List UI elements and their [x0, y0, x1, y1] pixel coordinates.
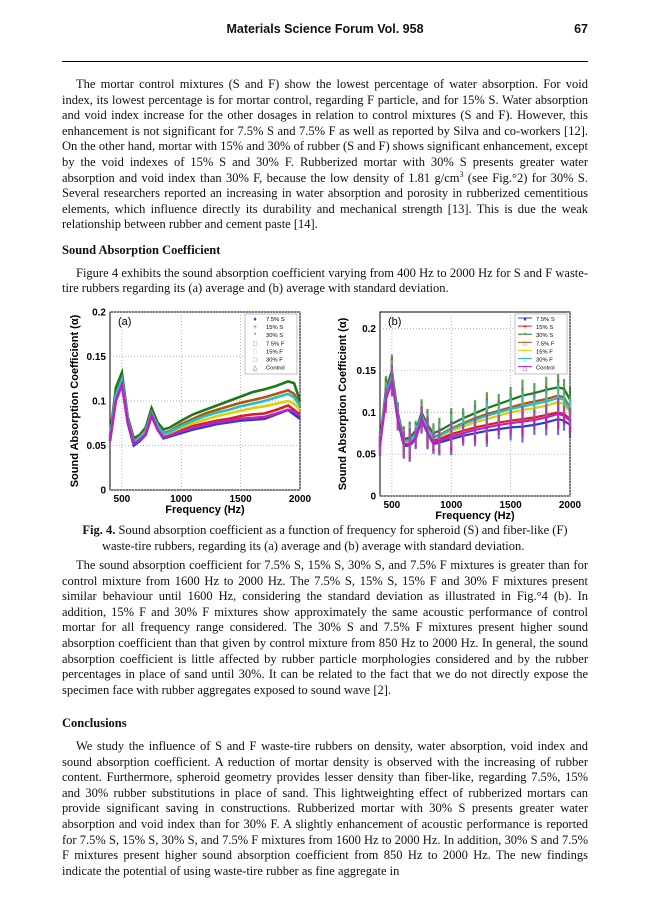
caption-line1: Sound absorption coefficient as a function of frequency for spheroid (S) and fiber-like (F): [115, 523, 568, 537]
x-tick-label: 1500: [499, 500, 522, 511]
legend-entry: 30% S: [536, 333, 554, 340]
y-tick-label: 0.1: [92, 396, 106, 408]
legend-entry: Control: [266, 365, 285, 372]
paragraph-conclusions: We study the influence of S and F waste-tire rubbers on density, water absorption, void index and sound absorption coefficient. A reduction of mortar density is observed with the increasing of rubber content. Furthermore, spheroid geometry provides lesser density than fiber-like, regarding 7.5%, 15% and 30% rubber substitutions in place of sand. This lightweighting effect of rubberized mortars can provide significant saving in constructions. Rubberized mortar with 30% S presents greater water absorption and void index than for 30% F. A slightly enhancement of acoustic performance is reported for 7.5% S, 15% S, 30% S, and 7.5% F mixtures from 1600 Hz to 2000 Hz. In addition, 30% S and 7.5% F mixtures present higher sound absorption coefficient from 850 Hz to 2000 Hz. The new findings indicate the potential of using waste-tire rubber as fine aggregate in: [62, 738, 588, 878]
y-tick-label: 0: [370, 491, 376, 503]
chart-panel-a: [69, 308, 312, 517]
figure-4-svg: [62, 300, 588, 522]
legend-entry: Control: [536, 365, 555, 372]
figure-4: [62, 300, 588, 522]
legend-entry: 30% F: [536, 357, 553, 364]
legend-entry: 15% F: [266, 349, 283, 356]
panel-label: (b): [388, 316, 402, 328]
legend-entry: 15% F: [536, 349, 553, 356]
y-tick-label: 0.2: [362, 324, 376, 336]
paragraph-figure-intro: Figure 4 exhibits the sound absorption coefficient varying from 400 Hz to 2000 Hz for S and F waste-tire rubbers regarding its (a) average and (b) average with standard deviation.: [62, 265, 588, 296]
page-number: 67: [574, 22, 588, 36]
legend-marker: □: [253, 340, 257, 348]
y-tick-label: 0.1: [362, 407, 376, 419]
y-tick-label: 0.15: [86, 352, 106, 363]
legend-marker: △: [522, 364, 528, 372]
legend-marker: *: [523, 332, 527, 340]
x-tick-label: 1000: [440, 500, 463, 511]
legend-marker: □: [523, 348, 527, 356]
legend-marker: *: [253, 332, 257, 340]
caption-label: Fig. 4.: [82, 523, 116, 537]
legend-entry: 7.5% F: [266, 341, 285, 348]
legend-entry: 15% S: [266, 325, 284, 332]
legend-entry: 15% S: [536, 325, 554, 332]
legend-entry: 7.5% S: [266, 317, 285, 323]
y-axis-label: Sound Absorption Coefficient (α): [69, 314, 81, 488]
legend-marker: □: [523, 340, 527, 348]
bottom-text-block: [62, 558, 588, 879]
legend-marker: ♦: [253, 316, 257, 323]
paragraph1-superscript: 3: [459, 169, 464, 179]
legend-entry: 30% S: [266, 333, 284, 340]
y-tick-label: 0.15: [356, 366, 376, 378]
chart-panel-b: [337, 312, 582, 522]
figure-caption: [62, 522, 588, 554]
paragraph-water-absorption: [62, 77, 588, 233]
legend-marker: □: [253, 348, 257, 356]
running-header: [62, 22, 588, 40]
legend-marker: △: [252, 364, 258, 372]
x-tick-label: 2000: [558, 500, 582, 511]
header-rule: [62, 61, 588, 62]
section-heading-conclusions: Conclusions: [62, 716, 127, 731]
x-tick-label: 1000: [170, 494, 193, 505]
paragraph1-text: The mortar control mixtures (S and F) show the lowest percentage of water absorption. For void index, its lowest percentage is for mortar control, regarding F particle, and for 15% S. Water absorption and void index increase for the other dosages in relation to control mixtures (S and F). However, this enhancement is not significant for 7.5% S and 7.5% F as well as reported by Silva and co-workers [12]. On the other hand, mortar with 15% and 30% of rubber (S and F) shows significant enhancement, except by the void indexes of 15% S and 30% F. Rubberized mortar with 30% S presents greater water absorption and void index than 30% F, because the low density of 1.81 g/cm: [62, 77, 588, 185]
y-tick-label: 0.05: [356, 449, 376, 461]
section-heading-sound-absorption: Sound Absorption Coefficient: [62, 242, 221, 257]
x-tick-label: 1500: [229, 494, 252, 505]
legend-entry: 7.5% S: [536, 317, 555, 323]
x-tick-label: 2000: [288, 494, 312, 505]
x-tick-label: 500: [113, 494, 131, 505]
x-axis-label: Frequency (Hz): [165, 504, 245, 516]
legend-marker: ♦: [523, 316, 527, 323]
y-tick-label: 0.2: [92, 307, 106, 319]
legend-entry: 7.5% F: [536, 341, 555, 348]
top-text-block: [62, 77, 588, 297]
journal-title: Materials Science Forum Vol. 958: [226, 22, 424, 36]
legend-entry: 30% F: [266, 357, 283, 364]
caption-line2: waste-tire rubbers, regarding its (a) average and (b) average with standard deviation.: [102, 539, 525, 553]
y-tick-label: 0.05: [86, 441, 106, 452]
panel-label: (a): [118, 316, 132, 328]
x-axis-label: Frequency (Hz): [435, 510, 515, 522]
paragraph-results: The sound absorption coefficient for 7.5% S, 15% S, 30% S, and 7.5% F mixtures is greater than for control mixture from 1600 Hz to 2000 Hz. The 7.5% S, 15% S, 15% F and 30% F mixtures present similar behaviour until 1600 Hz, considering the standard deviation as illustrated in Fig.°4 (b). In addition, 15% F and 30% F mixtures show approximately the same acoustic performance of control mortar for all frequency range considered. The 30% S and 7.5% F mixtures present higher sound absorption coefficient than that given by control mixture from 850 Hz to 2000 Hz. In general, the sound absorption coefficient is little affected by rubber particle morphologies considered and by the rubber percentages in place of sand until 30%. It can be related to the fact that we do not directly expose the specimen face with rubber aggregates exposed to sound wave [2].: [62, 558, 588, 697]
legend-marker: □: [253, 356, 257, 364]
legend-marker: +: [523, 324, 527, 332]
legend-marker: +: [253, 324, 257, 332]
y-tick-label: 0: [100, 485, 106, 497]
legend-marker: □: [523, 356, 527, 364]
y-axis-label: Sound Absorption Coefficient (α): [337, 317, 349, 491]
paragraph1-tail: (see Fig.°2) for 30% S. Several researchers reported an increasing in water absorption and porosity in rubberized cementitious elements, which influence directly its durability and mechanical strength [13]. This is due the weak relationship between rubber and cement paste [14].: [62, 170, 588, 232]
x-tick-label: 500: [383, 500, 401, 511]
